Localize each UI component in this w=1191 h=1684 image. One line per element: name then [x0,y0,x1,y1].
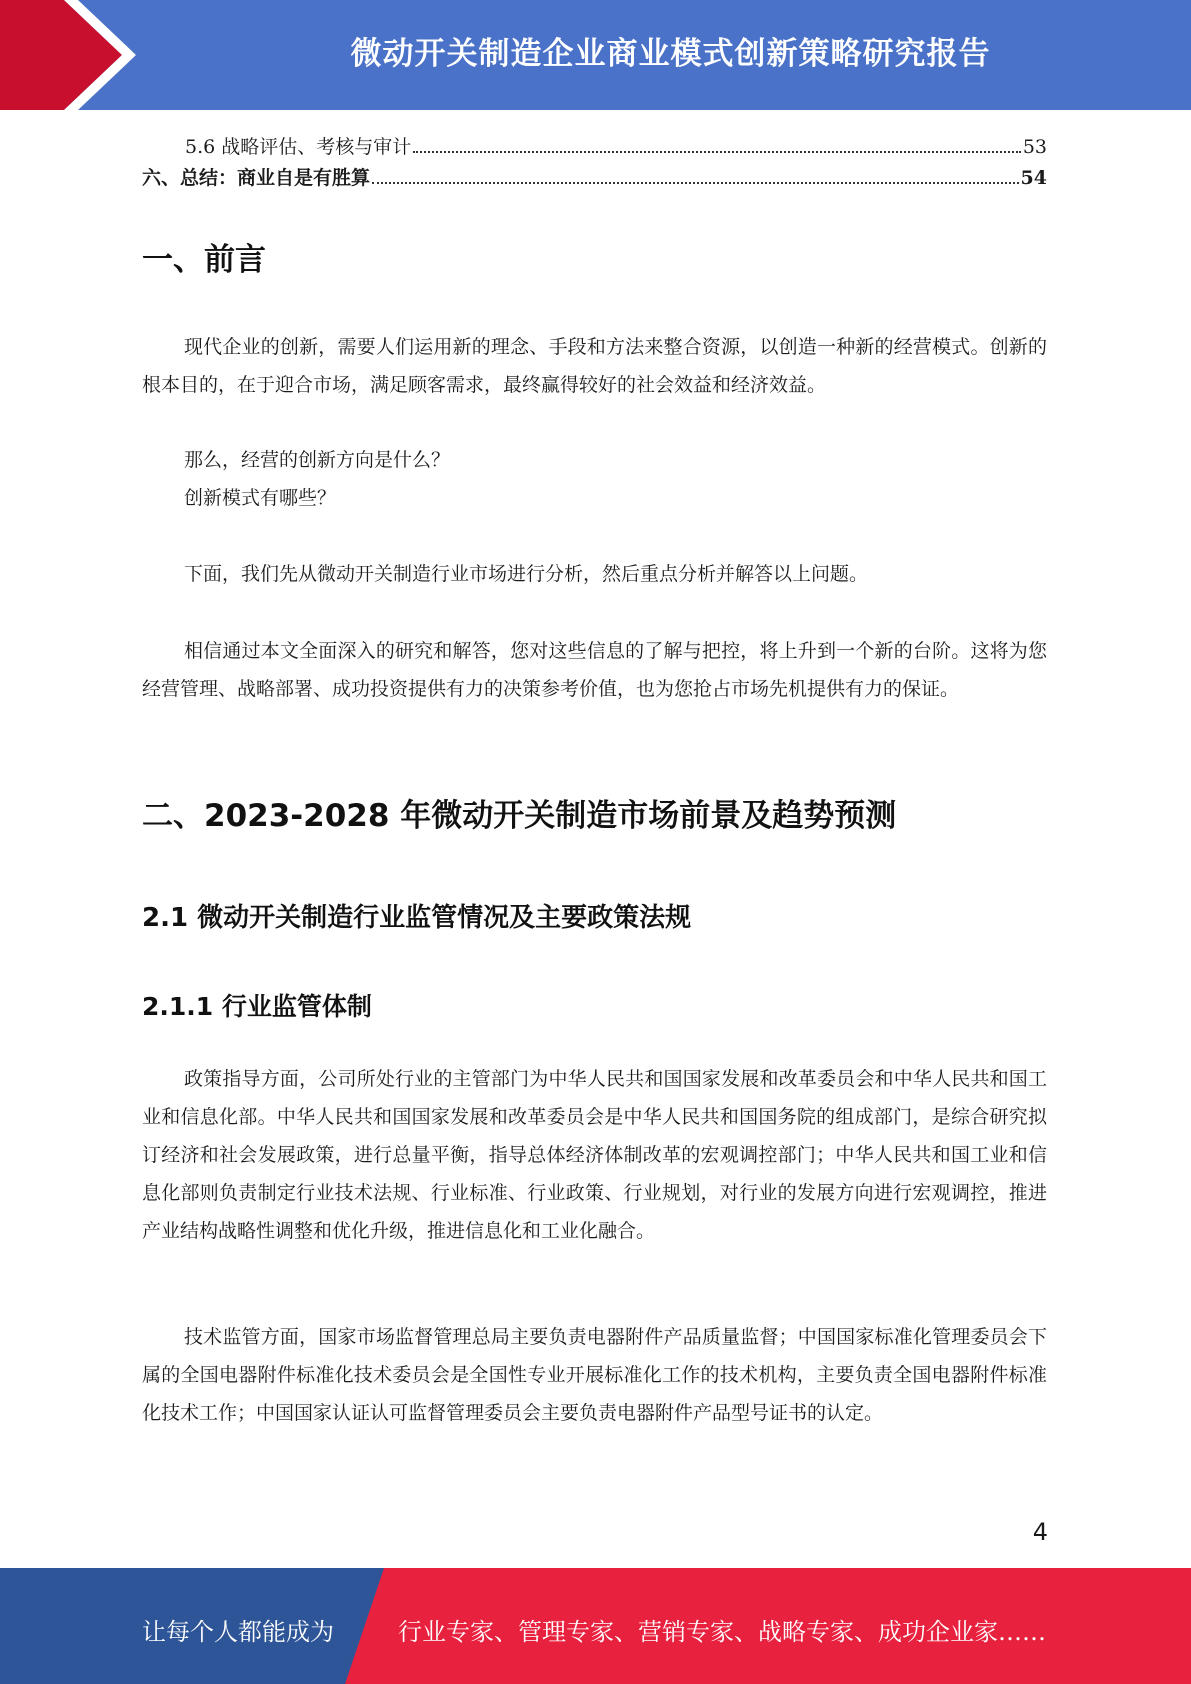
paragraph: 下面，我们先从微动开关制造行业市场进行分析，然后重点分析并解答以上问题。 [184,563,869,585]
paragraph: 政策指导方面，公司所处行业的主管部门为中华人民共和国国家发展和改革委员会和中华人民共和国工业和信息化部。中华人民共和国国家发展和改革委员会是中华人民共和国国务院的组成部门，是综合研究拟订经济和社会发展政策，进行总量平衡，指导总体经济体制改革的宏观调控部门；中华人民共和国工业和信息化部则负责制定行业技术法规、行业标准、行业政策、行业规划，对行业的发展方向进行宏观调控，推进产业结构战略性调整和优化升级，推进信息化和工业化融合。 [142,1068,1047,1242]
toc-entry[interactable] [185,132,1047,159]
toc-entry-page: 54 [1020,167,1047,189]
footer-banner [0,1568,1191,1684]
subsection-heading: 2.1 微动开关制造行业监管情况及主要政策法规 [142,903,692,933]
section-heading-chapter2: 二、2023-2028 年微动开关制造市场前景及趋势预测 [142,798,897,834]
footer-slogan-right: 行业专家、管理专家、营销专家、战略专家、成功企业家…… [398,1618,1046,1646]
section-heading-preface: 一、前言 [142,242,266,278]
toc-entry-label: 5.6 战略评估、考核与审计 [185,136,412,158]
subsubsection-heading: 2.1.1 行业监管体制 [142,992,372,1021]
paragraph-question: 那么，经营的创新方向是什么？ [184,449,451,471]
page-number: 4 [1032,1518,1048,1546]
toc-entry[interactable] [142,163,1047,190]
toc-leader-dots [372,168,1019,184]
toc-entry-label: 六、总结：商业自是有胜算 [142,167,371,189]
header-bar [0,0,1191,110]
paragraph: 技术监管方面，国家市场监督管理总局主要负责电器附件产品质量监督；中国国家标准化管理委员会下属的全国电器附件标准化技术委员会是全国性专业开展标准化工作的技术机构，主要负责全国电器附件标准化技术工作；中国国家认证认可监督管理委员会主要负责电器附件产品型号证书的认定。 [142,1326,1047,1424]
toc-leader-dots [413,137,1021,153]
paragraph: 现代企业的创新，需要人们运用新的理念、手段和方法来整合资源，以创造一种新的经营模式。创新的根本目的，在于迎合市场，满足顾客需求，最终赢得较好的社会效益和经济效益。 [142,336,1047,396]
toc-entry-page: 53 [1022,136,1047,158]
report-title: 微动开关制造企业商业模式创新策略研究报告 [350,36,991,72]
paragraph: 相信通过本文全面深入的研究和解答，您对这些信息的了解与把控，将上升到一个新的台阶。这将为您经营管理、战略部署、成功投资提供有力的决策参考价值，也为您抢占市场先机提供有力的保证。 [142,640,1047,700]
footer-slogan-left: 让每个人都能成为 [142,1618,334,1646]
paragraph-question: 创新模式有哪些？ [184,487,337,509]
